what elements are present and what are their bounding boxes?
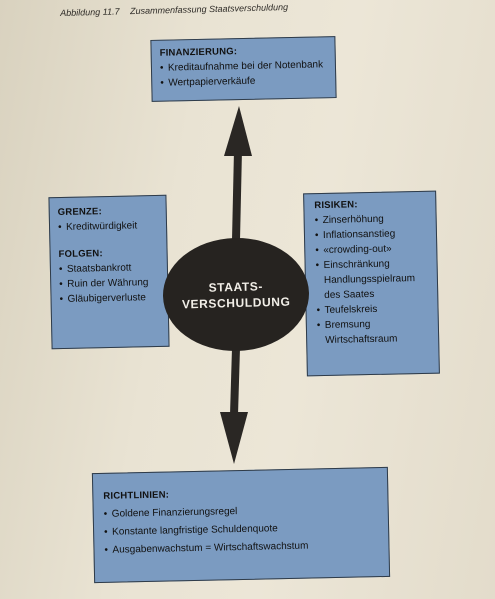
grenze-list: [58, 218, 158, 235]
center-title-line2: VERSCHULDUNG: [181, 294, 291, 311]
grenze-heading: GRENZE:: [57, 206, 103, 219]
risiken-list: [315, 211, 429, 348]
finanzierung-list: [160, 57, 328, 90]
risiken-box: [303, 191, 440, 377]
grenze-folgen-box: [48, 195, 169, 349]
list-item: [317, 316, 429, 348]
list-item-line: Wirtschaftsraum: [325, 333, 398, 346]
list-item: • Goldene Finanzierungsregel: [104, 500, 378, 524]
list-item: • Konstante langfristige Schuldenquote: [104, 518, 378, 542]
list-item: • Wertpapierverkäufe: [160, 72, 327, 90]
list-item-line: des Saates: [324, 288, 375, 301]
list-item: [315, 256, 427, 303]
list-item: • Ausgabenwachstum = Wirtschaftswachstum: [104, 536, 378, 560]
list-item: • Inflationsanstieg: [315, 226, 426, 243]
list-item: • Zinserhöhung: [315, 211, 426, 228]
folgen-heading: FOLGEN:: [58, 248, 103, 261]
list-item: • Staatsbankrott: [59, 260, 159, 277]
list-item: • «crowding-out»: [315, 241, 426, 258]
richtlinien-box: [92, 467, 390, 583]
richtlinien-list: [104, 500, 379, 560]
center-title-line1: STAATS-: [208, 278, 264, 295]
figure-number: Abbildung 11.7: [60, 6, 120, 18]
risiken-heading: RISIKEN:: [314, 199, 358, 212]
arrow-up: [224, 106, 252, 240]
figure-title: Zusammenfassung Staatsverschuldung: [129, 2, 289, 17]
finanzierung-heading: FINANZIERUNG:: [159, 46, 238, 59]
list-item: • Ruin der Währung: [59, 275, 159, 292]
list-item: • Kreditwürdigkeit: [58, 218, 158, 235]
list-item-line: • Einschränkung: [323, 258, 390, 271]
list-item: • Kreditaufnahme bei der Notenbank: [160, 57, 327, 75]
arrow-down: [220, 348, 248, 464]
list-item-line: Handlungsspielraum: [323, 273, 416, 286]
richtlinien-heading: RICHTLINIEN:: [103, 489, 170, 502]
list-item-line: • Bremsung: [324, 319, 371, 331]
list-item: • Gläubigerverluste: [59, 290, 159, 307]
list-item: • Teufelskreis: [316, 301, 427, 318]
finanzierung-box: [150, 36, 336, 102]
folgen-list: [59, 260, 160, 307]
